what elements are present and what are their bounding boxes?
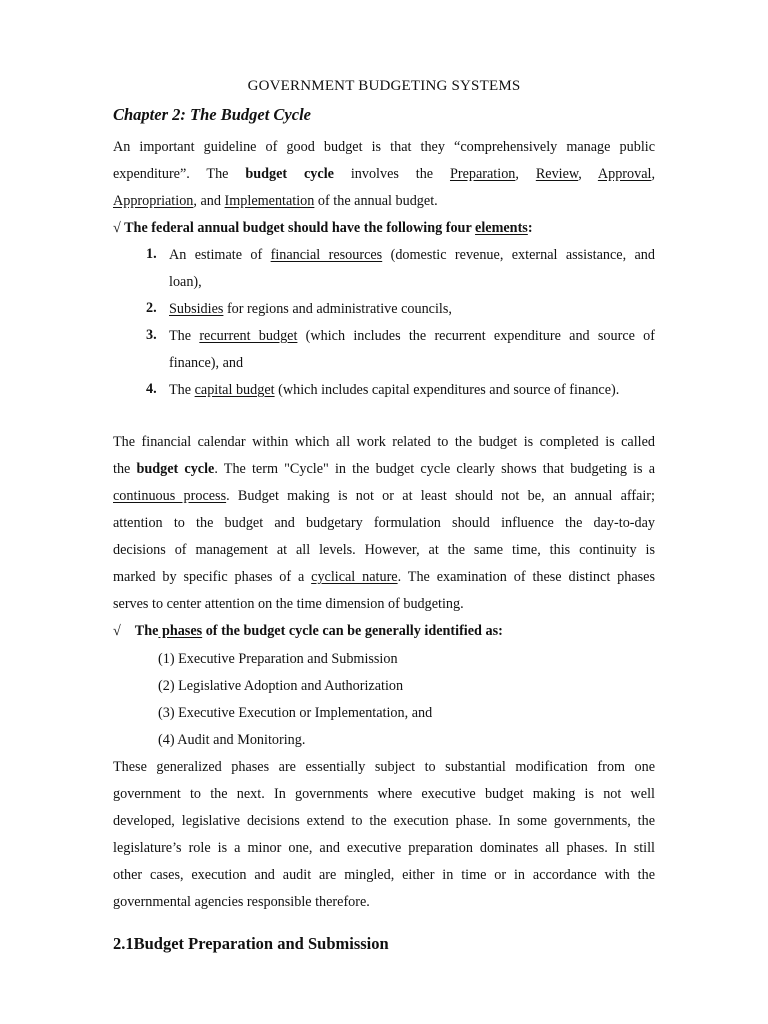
para3-line-4: legislature’s role is a minor one, and executive preparation dominates all phases. In still [113,840,655,856]
para3-line-5: other cases, execution and audit are mingled, either in time or in accordance with the [113,867,655,883]
list-item-cont: finance), and [169,355,244,371]
phases-heading: √ The phases of the budget cycle can be generally identified as: [113,623,503,639]
para2-line-6: marked by specific phases of a cyclical nature. The examination of these distinct phases [113,569,655,585]
para2-line-1: The financial calendar within which all work related to the budget is completed is called [113,434,655,450]
list-item: An estimate of financial resources (domestic revenue, external assistance, and [169,247,655,263]
list-number: 1. [146,246,157,262]
term-appropriation: Appropriation [113,193,194,209]
para2-line-4: attention to the budget and budgetary formulation should influence the day-to-day [113,515,655,531]
elements-heading: √ The federal annual budget should have the following four elements: [113,220,533,236]
para1-line-3: Appropriation, and Implementation of the annual budget. [113,193,438,209]
list-item-cont: loan), [169,274,202,290]
para2-line-7: serves to center attention on the time dimension of budgeting. [113,596,464,612]
checkmark-icon: √ [113,220,121,236]
phase-item: (2) Legislative Adoption and Authorization [158,678,404,694]
para3-line-3: developed, legislative decisions extend to the execution phase. In some governments, the [113,813,655,829]
para2-line-5: decisions of management at all levels. However, at the same time, this continuity is [113,542,655,558]
term-implementation: Implementation [224,193,315,209]
term-preparation: Preparation [449,166,516,182]
phase-item: (4) Audit and Monitoring. [158,732,306,748]
document-title: GOVERNMENT BUDGETING SYSTEMS [247,78,521,94]
list-item: The recurrent budget (which includes the recurrent expenditure and source of [169,328,655,344]
term-budget-cycle: budget cycle [245,166,334,182]
para3-line-1: These generalized phases are essentially subject to substantial modification from one [113,759,655,775]
para2-line-2: the budget cycle. The term "Cycle" in the budget cycle clearly shows that budgeting is a [113,461,655,477]
para2-line-3: continuous process. Budget making is not or at least should not be, an annual affair; [113,488,655,504]
term-approval: Approval [597,166,652,182]
list-item: The capital budget (which includes capital expenditures and source of finance). [169,382,620,398]
section-heading: 2.1Budget Preparation and Submission [113,934,389,953]
para3-line-6: governmental agencies responsible therefore. [113,894,370,910]
chapter-title: Chapter 2: The Budget Cycle [113,105,311,124]
phase-item: (3) Executive Execution or Implementation, and [158,705,433,721]
list-number: 2. [146,300,157,316]
list-item: Subsidies for regions and administrative councils, [169,301,452,317]
para3-line-2: government to the next. In governments where executive budget making is not well [113,786,655,802]
list-number: 3. [146,327,157,343]
list-number: 4. [146,381,157,397]
para1-line-2: expenditure”. The budget cycle involves the Preparation, Review, Approval, [113,166,656,182]
checkmark-icon: √ [113,623,121,639]
term-review: Review [535,166,579,182]
para1-line-1: An important guideline of good budget is that they “comprehensively manage public [113,139,655,155]
phase-item: (1) Executive Preparation and Submission [158,651,398,667]
